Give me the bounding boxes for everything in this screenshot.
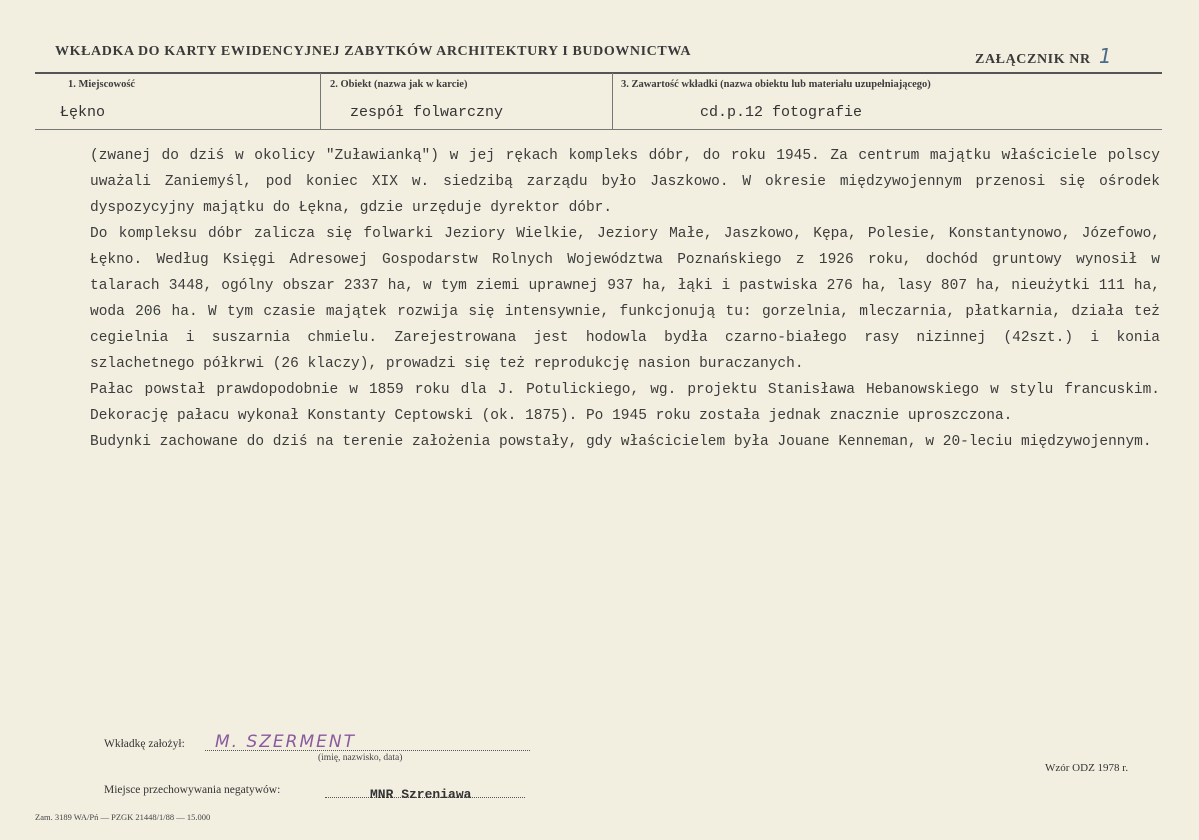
created-by-signature: M. SZERMENT — [215, 732, 356, 752]
body-paragraph: Pałac powstał prawdopodobnie w 1859 roku dla J. Potulickiego, wg. projektu Stanisława Hebanowskiego w stylu francuskim. Dekorację pałacu wykonał Konstanty Ceptowski (ok. 1875). Po 1945 roku została jednak znacznie uproszczona. — [90, 382, 1160, 424]
header-rule-top — [35, 72, 1162, 74]
annex-label-text: ZAŁĄCZNIK NR — [975, 52, 1091, 67]
body-paragraph: (zwanej do dziś w okolicy "Zuławianką") w jej rękach kompleks dóbr, do roku 1945. Za centrum majątku właściciele polscy uważali Zaniemyśl, pod koniec XIX w. siedzibą zarządu było Jaszkowo. W okresie międzywojennym przenosi się ośrodek dyspozycyjny majątku do Łękna, gdzie urzęduje dyrektor dóbr. — [90, 148, 1160, 216]
field-3-value: cd.p.12 fotografie — [700, 104, 863, 121]
annex-number: 1 — [1098, 44, 1113, 68]
header-rule-bottom — [35, 129, 1162, 130]
created-by-line — [205, 750, 530, 751]
field-divider-1 — [320, 73, 321, 129]
created-by-label: Wkładkę założył: — [104, 738, 185, 750]
body-paragraph: Budynki zachowane do dziś na terenie założenia powstały, gdy właścicielem była Jouane Kenneman, w 20-leciu międzywojennym. — [90, 434, 1152, 450]
print-info: Zam. 3189 WA/Pń — PZGK 21448/1/88 — 15.000 — [35, 812, 211, 822]
negatives-value: MNR Szreniawa — [370, 787, 472, 802]
template-label: Wzór ODZ 1978 r. — [1045, 762, 1129, 774]
form-title: WKŁADKA DO KARTY EWIDENCYJNEJ ZABYTKÓW ARCHITEKTURY I BUDOWNICTWA — [55, 44, 692, 59]
body-text — [90, 143, 1160, 455]
field-2-label: 2. Obiekt (nazwa jak w karcie) — [330, 79, 468, 90]
field-divider-2 — [612, 73, 613, 129]
created-by-hint: (imię, nazwisko, data) — [318, 753, 403, 763]
annex-label — [975, 44, 1112, 68]
field-2-value: zespół folwarczny — [350, 104, 504, 121]
field-3-label: 3. Zawartość wkładki (nazwa obiektu lub materiału uzupełniającego) — [621, 79, 931, 90]
field-1-value: Łękno — [60, 104, 106, 121]
body-paragraph: Do kompleksu dóbr zalicza się folwarki Jeziory Wielkie, Jeziory Małe, Jaszkowo, Kępa, Polesie, Konstantynowo, Józefowo, Łękno. Według Księgi Adresowej Gospodarstw Rolnych Województwa Poznańskiego z 1926 roku, dochód gruntowy wynosił w talarach 3448, ogólny obszar 2337 ha, w tym ziemi uprawnej 937 ha, łąki i pastwiska 276 ha, lasy 807 ha, nieużytki 111 ha, woda 206 ha. W tym czasie majątek rozwija się intensywnie, funkcjonują tu: gorzelnia, mleczarnia, płatkarnia, działa też cegielnia i suszarnia chmielu. Zarejestrowana jest hodowla bydła czarno-białego rasy nizinnej (42szt.) i konia szlachetnego półkrwi (26 klaczy), prowadzi się też reprodukcję nasion buraczanych. — [90, 226, 1160, 372]
field-1-label: 1. Miejscowość — [68, 79, 136, 90]
negatives-label: Miejsce przechowywania negatywów: — [104, 784, 281, 796]
